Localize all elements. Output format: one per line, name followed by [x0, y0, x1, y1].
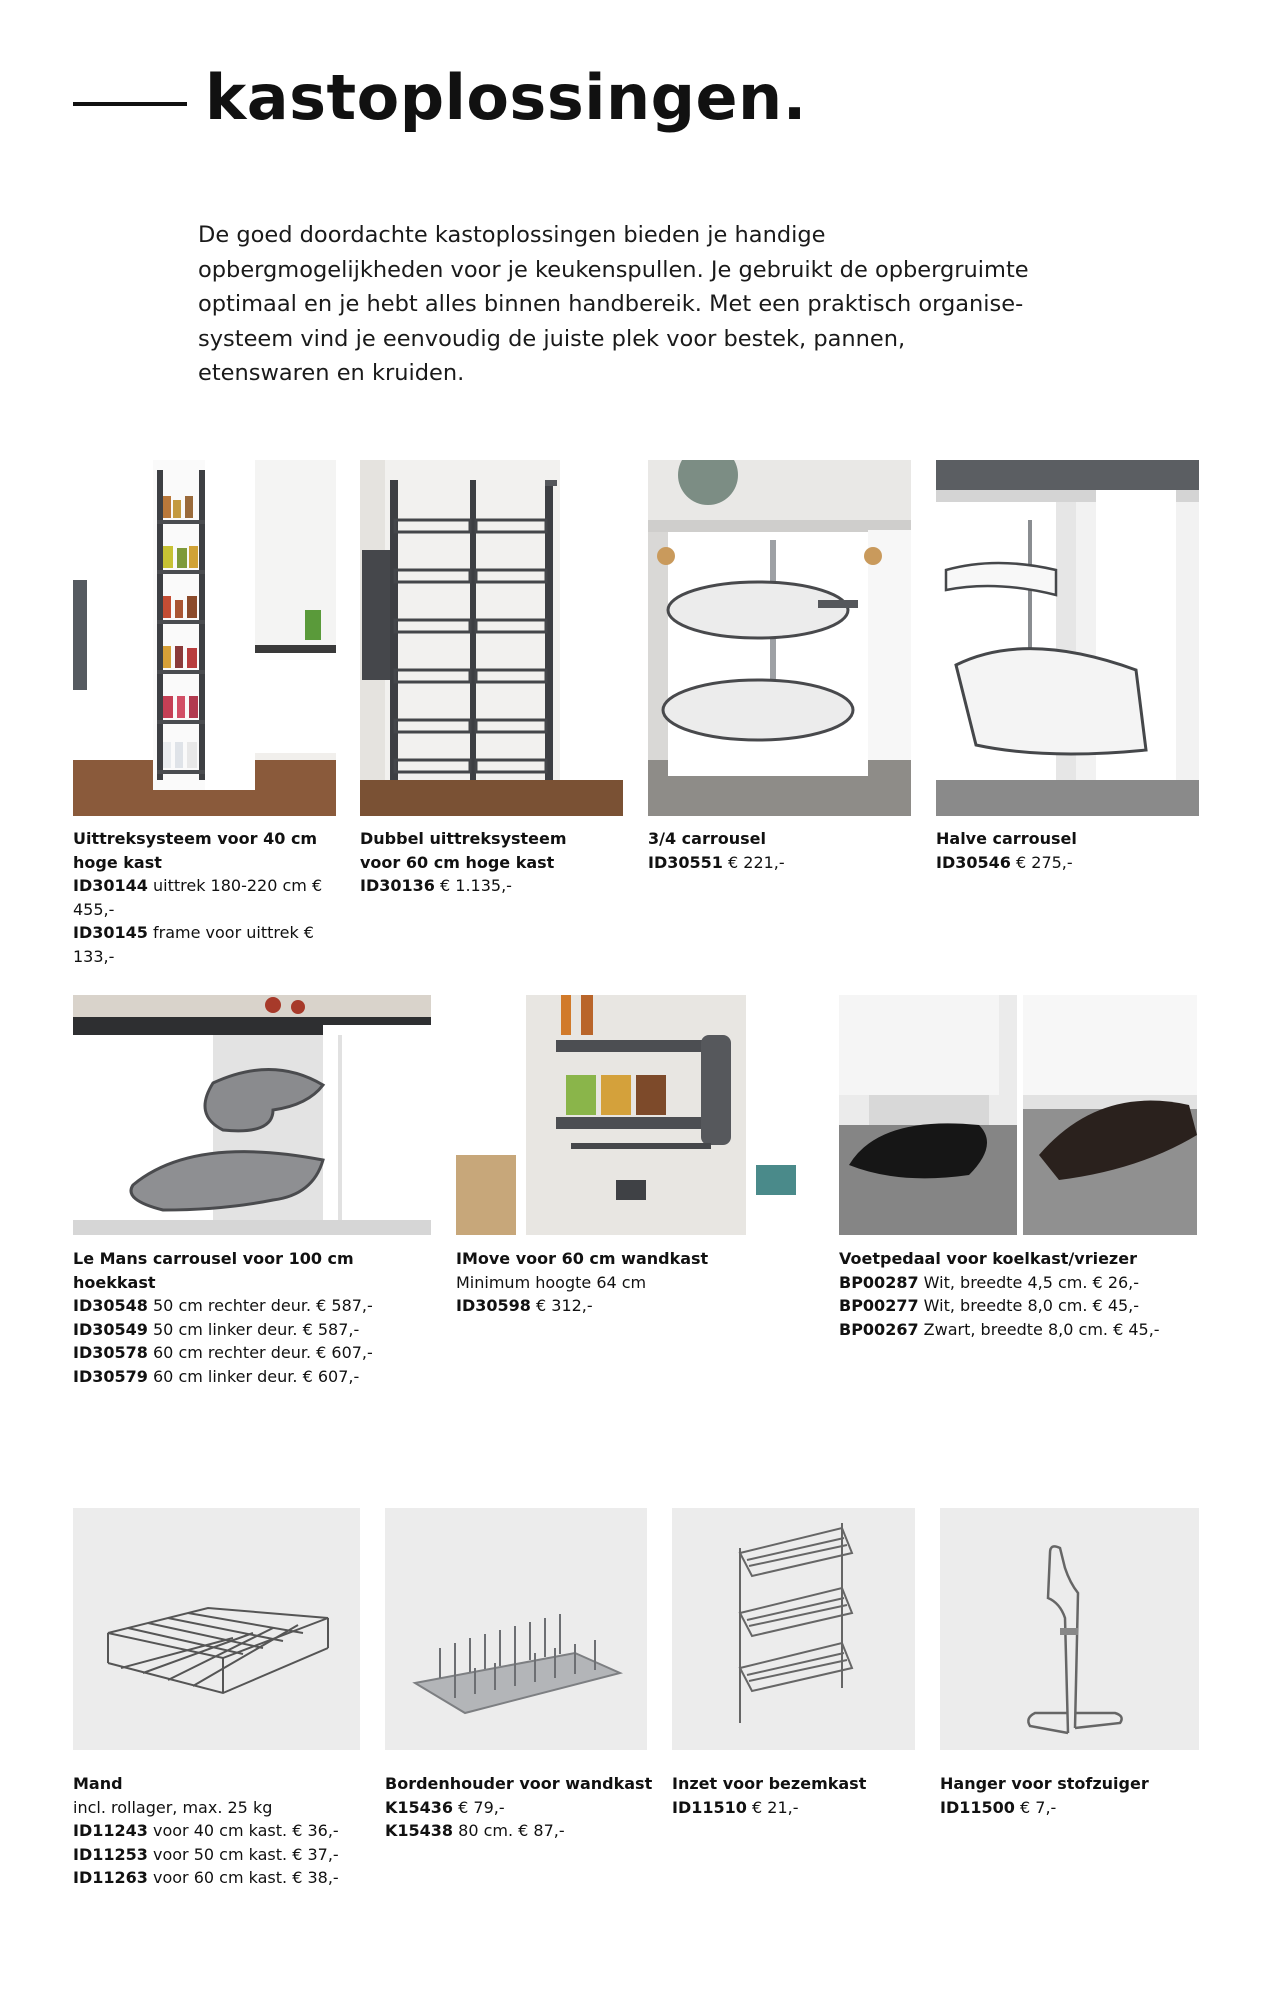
product-price: € 7,- [1014, 1797, 1057, 1817]
title-rule [73, 102, 187, 106]
product-image-bordenhouder [385, 1508, 647, 1750]
product-price-line [73, 1365, 431, 1389]
product-code: ID30549 [73, 1319, 148, 1339]
product-price-line [73, 1341, 431, 1365]
product-card-inzet-bezemkast [672, 1772, 922, 1819]
product-price-line [648, 851, 898, 875]
product-price: voor 50 cm kast. € 37,- [147, 1844, 339, 1864]
product-card-uittreksysteem [73, 827, 323, 968]
product-code: BP00287 [839, 1272, 919, 1292]
product-price: Wit, breedte 8,0 cm. € 45,- [918, 1296, 1140, 1315]
product-price: 60 cm linker deur. € 607,- [147, 1366, 360, 1386]
product-code: ID30546 [936, 852, 1011, 872]
product-name: IMove voor 60 cm wandkast [456, 1249, 709, 1268]
product-price: 50 cm linker deur. € 587,- [147, 1319, 360, 1339]
product-image-hanger-stofzuiger [940, 1508, 1199, 1750]
product-price-line [73, 1819, 363, 1843]
product-price: voor 40 cm kast. € 36,- [147, 1821, 339, 1840]
product-code: K15438 [385, 1821, 454, 1840]
product-price-line [839, 1271, 1219, 1295]
product-price-line [73, 1866, 363, 1890]
product-price: € 221,- [722, 852, 785, 872]
product-price: € 21,- [746, 1797, 799, 1817]
product-code: ID30136 [360, 876, 435, 895]
intro-paragraph: De goed doordachte kastoplossingen bieden je handige opbergmogelijkheden voor je keukenspullen. Je gebruikt de opbergruimte optimaal en je hebt alles binnen handbereik. Met een praktisch organise-systeem vind je eenvoudig de juiste plek voor bestek, pannen, etenswaren en kruiden. [198, 222, 1029, 386]
product-price-line [385, 1819, 655, 1843]
product-code: ID30548 [73, 1296, 148, 1315]
product-image-uittreksysteem [73, 460, 336, 816]
product-code: ID11500 [940, 1797, 1015, 1817]
page-title: kastoplossingen. [205, 61, 807, 134]
product-code: ID30144 [73, 876, 148, 895]
product-price-line [672, 1796, 922, 1820]
product-image-inzet-bezemkast [672, 1508, 915, 1750]
product-code: BP00277 [839, 1296, 919, 1315]
product-price: € 312,- [530, 1296, 593, 1315]
product-price: Wit, breedte 4,5 cm. € 26,- [918, 1272, 1140, 1292]
product-name: Bordenhouder voor wandkast [385, 1774, 653, 1793]
product-card-dubbel-uittreksysteem [360, 827, 610, 898]
product-price: 60 cm rechter deur. € 607,- [147, 1343, 373, 1362]
product-card-le-mans [73, 1247, 431, 1388]
product-price-line [385, 1796, 655, 1820]
product-price: Zwart, breedte 8,0 cm. € 45,- [918, 1319, 1160, 1339]
product-code: ID11263 [73, 1868, 148, 1887]
product-name: Mand [73, 1774, 123, 1793]
product-price-line [839, 1318, 1219, 1342]
product-subtitle: incl. rollager, max. 25 kg [73, 1797, 273, 1817]
product-image-dubbel-uittreksysteem [360, 460, 623, 816]
product-code: ID11510 [672, 1797, 747, 1817]
product-code: ID11253 [73, 1844, 148, 1864]
product-name: 3/4 carrousel [648, 829, 766, 848]
product-image-voetpedaal [839, 995, 1197, 1235]
product-code: ID30578 [73, 1343, 148, 1362]
product-price-line [73, 1318, 431, 1342]
product-name: Hanger voor stofzuiger [940, 1774, 1149, 1793]
product-image-le-mans-carrousel [73, 995, 431, 1235]
product-image-3-4-carrousel [648, 460, 911, 816]
product-price-line [360, 874, 610, 898]
product-price: € 275,- [1010, 852, 1073, 872]
product-image-mand [73, 1508, 360, 1750]
product-code: ID30145 [73, 923, 148, 942]
product-code: ID30551 [648, 852, 723, 872]
product-price-line [73, 874, 323, 921]
product-name: Inzet voor bezemkast [672, 1774, 867, 1793]
product-price: voor 60 cm kast. € 38,- [147, 1868, 339, 1887]
product-price: uittrek 180-220 cm € 455,- [73, 876, 323, 919]
product-code: ID30579 [73, 1366, 148, 1386]
product-price: 50 cm rechter deur. € 587,- [147, 1296, 373, 1315]
product-code: K15436 [385, 1797, 454, 1817]
product-price: frame voor uittrek € 133,- [73, 923, 314, 966]
product-name: Halve carrousel [936, 829, 1077, 848]
product-price-line [456, 1294, 814, 1318]
product-card-mand [73, 1772, 363, 1890]
product-card-hanger-stofzuiger [940, 1772, 1200, 1819]
product-code: BP00267 [839, 1319, 919, 1339]
product-price: € 1.135,- [434, 876, 512, 895]
product-price-line [73, 1843, 363, 1867]
product-name: Uittreksysteem voor 40 cm hoge kast [73, 829, 318, 872]
product-name: Le Mans carrousel voor 100 cm hoekkast [73, 1249, 354, 1292]
product-price: € 79,- [453, 1797, 505, 1817]
product-price-line [936, 851, 1186, 875]
product-code: ID11243 [73, 1821, 148, 1840]
product-code: ID30598 [456, 1296, 531, 1315]
product-card-halve-carrousel [936, 827, 1186, 874]
product-price: 80 cm. € 87,- [453, 1821, 565, 1840]
product-image-imove [456, 995, 814, 1235]
product-card-3-4-carrousel [648, 827, 898, 874]
product-card-imove [456, 1247, 814, 1318]
product-price-line [73, 921, 323, 968]
product-card-voetpedaal [839, 1247, 1219, 1341]
product-price-line [839, 1294, 1219, 1318]
product-name: Voetpedaal voor koelkast/vriezer [839, 1249, 1137, 1268]
product-name: Dubbel uittreksysteem voor 60 cm hoge kast [360, 829, 567, 872]
product-image-halve-carrousel [936, 460, 1199, 816]
product-price-line [73, 1294, 431, 1318]
product-card-bordenhouder [385, 1772, 655, 1843]
product-price-line [940, 1796, 1200, 1820]
product-subtitle: Minimum hoogte 64 cm [456, 1272, 647, 1292]
